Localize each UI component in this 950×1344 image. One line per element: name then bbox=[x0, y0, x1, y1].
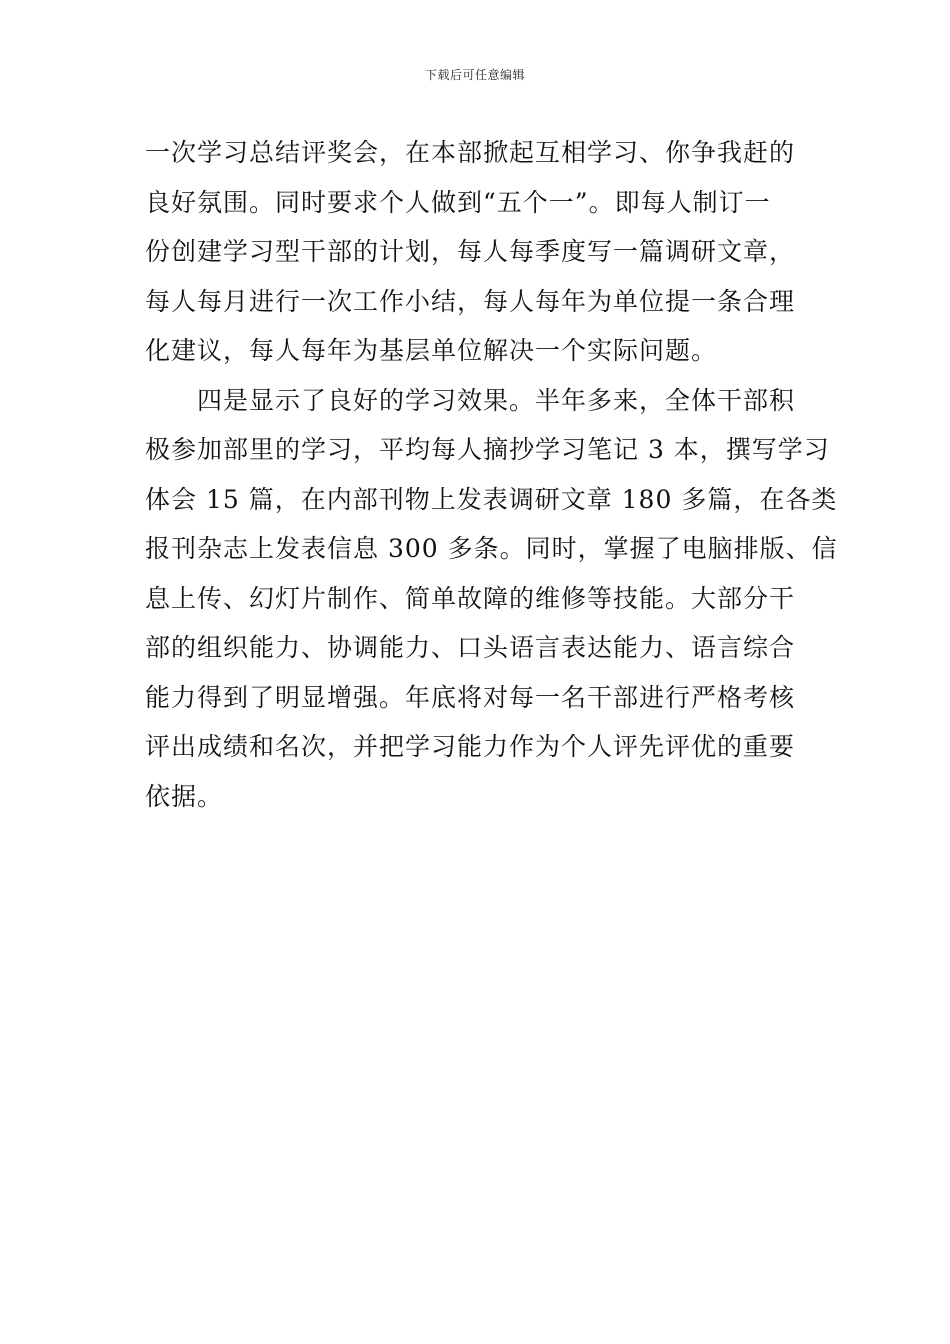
text-line: 化建议，每人每年为基层单位解决一个实际问题。 bbox=[145, 336, 718, 365]
text-line: 依据。 bbox=[145, 781, 224, 811]
text-line: 部的组织能力、协调能力、口头语言表达能力、语言综合 bbox=[145, 633, 796, 662]
text-line: 份创建学习型干部的计划，每人每季度写一篇调研文章， bbox=[145, 237, 796, 266]
text-line: 每人每月进行一次工作小结，每人每年为单位提一条合理 bbox=[145, 286, 796, 316]
paragraph-first-line: 四是显示了良好的学习效果。半年多来，全体干部积 bbox=[197, 385, 796, 415]
text-line: 息上传、幻灯片制作、简单故障的维修等技能。大部分干 bbox=[145, 583, 796, 613]
text-line: 一次学习总结评奖会，在本部掀起互相学习、你争我赶的 bbox=[145, 138, 796, 167]
text-line: 评出成绩和名次，并把学习能力作为个人评先评优的重要 bbox=[145, 732, 796, 761]
text-line: 体会 15 篇，在内部刊物上发表调研文章 180 多篇，在各类 bbox=[145, 484, 838, 514]
header-note: 下载后可任意编辑 bbox=[424, 68, 525, 82]
text-line: 能力得到了明显增强。年底将对每一名干部进行严格考核 bbox=[145, 682, 796, 712]
text-line: 极参加部里的学习，平均每人摘抄学习笔记 3 本，撰写学习 bbox=[145, 435, 830, 464]
text-line: 报刊杂志上发表信息 300 多条。同时，掌握了电脑排版、信 bbox=[145, 534, 838, 563]
document-body bbox=[145, 128, 838, 821]
text-line: 良好氛围。同时要求个人做到“五个一”。即每人制订一 bbox=[145, 187, 771, 217]
